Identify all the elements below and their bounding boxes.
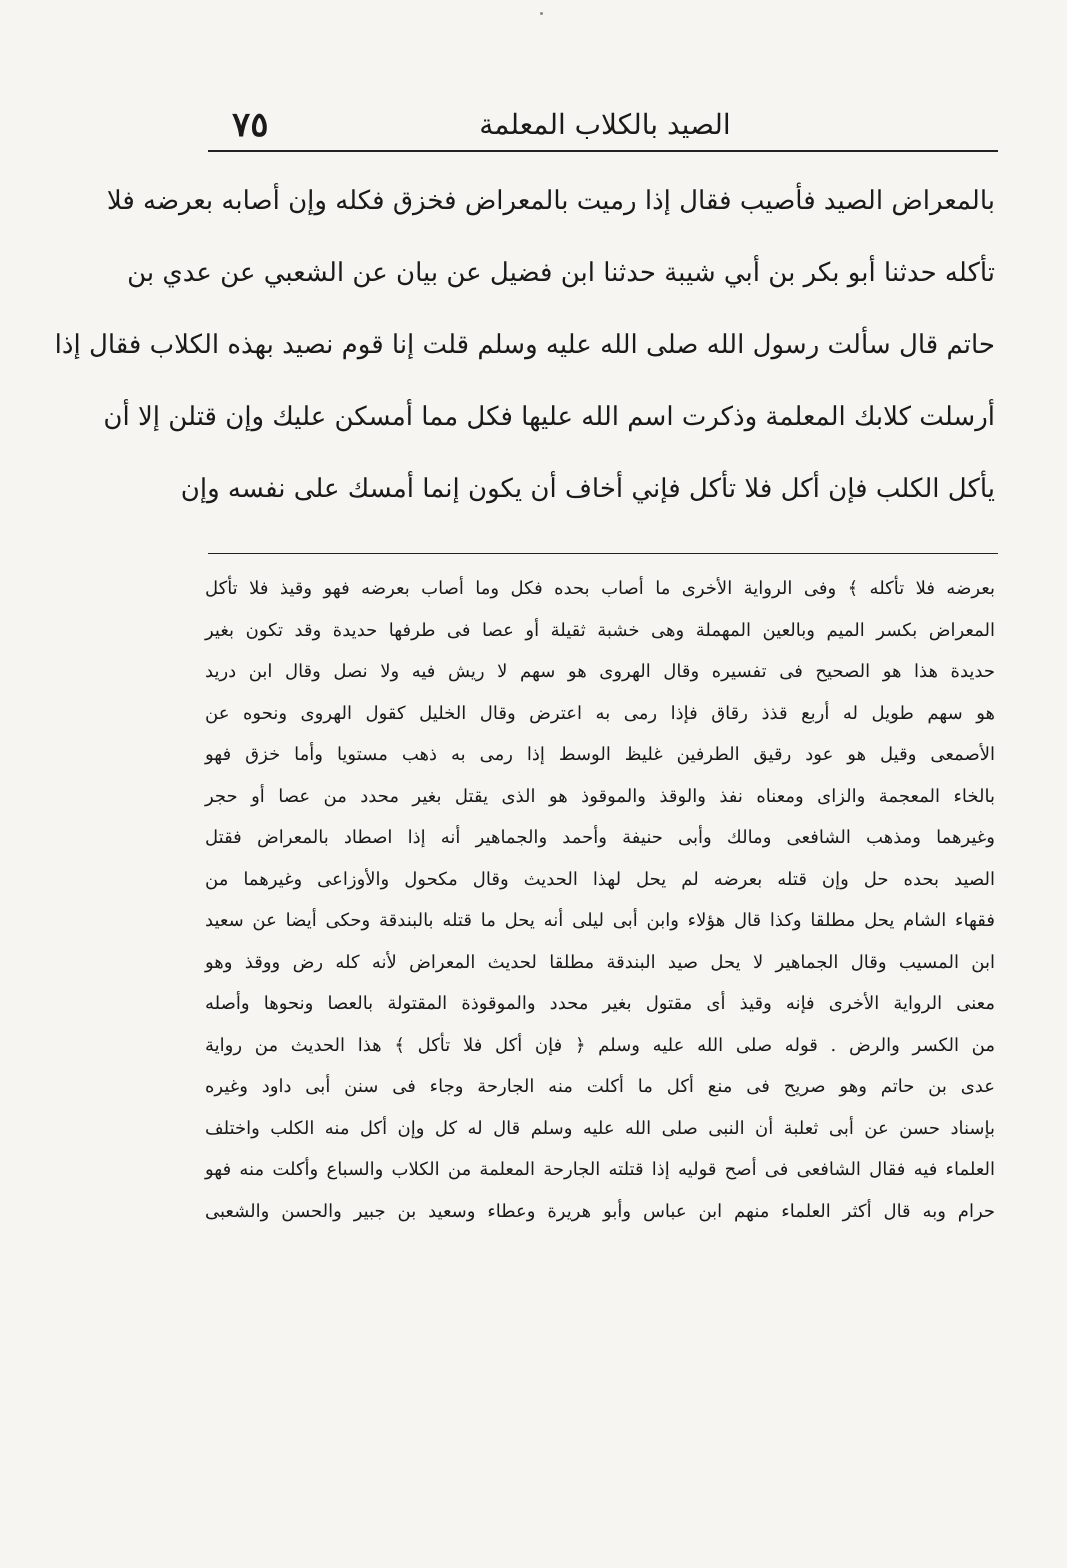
- page-header: [210, 100, 1000, 150]
- commentary-line: ابن المسيب وقال الجماهير لا يحل صيد البندقة مطلقا لحديث المعراض لأنه كله رض ووقذ وهو: [205, 951, 995, 973]
- commentary: [205, 568, 995, 1232]
- margin-mark: [540, 12, 543, 15]
- commentary-line: بإسناد حسن عن أبى ثعلبة أن النبى صلى الله عليه وسلم قال له كل وإن أكل منه الكلب واختلف: [205, 1117, 995, 1139]
- main-text-line: أرسلت كلابك المعلمة وذكرت اسم الله عليها فكل مما أمسكن عليك وإن قتلن إلا أن: [103, 402, 995, 432]
- commentary-line: المعراض بكسر الميم وبالعين المهملة وهى خشبة ثقيلة أو عصا فى طرفها حديدة وقد تكون بغير: [205, 619, 995, 641]
- commentary-line: العلماء فيه فقال الشافعى فى أصح قوليه إذا قتلته الجارحة المعلمة من الكلاب والسباع وأكلت منه فهو: [205, 1159, 995, 1180]
- page-number: ٧٥: [232, 105, 269, 145]
- main-text-line: حاتم قال سألت رسول الله صلى الله عليه وسلم قلت إنا قوم نصيد بهذه الكلاب فقال إذا: [54, 330, 995, 360]
- main-text-line: يأكل الكلب فإن أكل فلا تأكل فإني أخاف أن يكون إنما أمسك على نفسه وإن: [180, 474, 995, 504]
- main-text: [54, 165, 995, 525]
- commentary-line: الصيد بحده حل وإن قتله بعرضه لم يحل لهذا الحديث وقال مكحول والأوزاعى وغيرهما من: [205, 868, 995, 890]
- running-title: الصيد بالكلاب المعلمة: [479, 108, 731, 141]
- commentary-line: من الكسر والرض . قوله صلى الله عليه وسلم ﴿ فإن أكل فلا تأكل ﴾ هذا الحديث من رواية: [205, 1034, 995, 1056]
- main-text-line: بالمعراض الصيد فأصيب فقال إذا رميت بالمعراض فخزق فكله وإن أصابه بعرضه فلا: [106, 186, 995, 216]
- commentary-line: الأصمعى وقيل هو عود رقيق الطرفين غليظ الوسط إذا رمى به ذهب مستويا وأما خزق فهو: [205, 744, 995, 765]
- main-text-line: تأكله حدثنا أبو بكر بن أبي شيبة حدثنا ابن فضيل عن بيان عن الشعبي عن عدي بن: [127, 258, 995, 288]
- footnote-rule: [208, 553, 998, 554]
- commentary-line: وغيرهما ومذهب الشافعى ومالك وأبى حنيفة وأحمد والجماهير أنه إذا اصطاد بالمعراض فقتل: [205, 827, 995, 848]
- commentary-line: فقهاء الشام يحل مطلقا وكذا قال هؤلاء وابن أبى ليلى أنه يحل ما قتله بالبندقة وحكى أيضا عن سعيد: [205, 910, 995, 931]
- commentary-line: عدى بن حاتم وهو صريح فى منع أكل ما أكلت منه الجارحة وجاء فى سنن أبى داود وغيره: [205, 1076, 995, 1097]
- commentary-line: هو سهم طويل له أربع قذذ رقاق فإذا رمى به اعترض وقال الخليل كقول الهروى ونحوه عن: [205, 702, 995, 724]
- header-rule: [208, 150, 998, 152]
- commentary-line: بالخاء المعجمة والزاى ومعناه نفذ والوقذ والموقوذ هو الذى يقتل بغير محدد من عصا أو حجر: [205, 785, 995, 807]
- commentary-line: حديدة هذا هو الصحيح فى تفسيره وقال الهروى هو سهم لا ريش فيه ولا نصل وقال ابن دريد: [205, 661, 995, 682]
- commentary-line: معنى الرواية الأخرى فإنه وقيذ أى مقتول بغير محدد والموقوذة المقتولة بالعصا ونحوها وأصله: [205, 993, 995, 1014]
- commentary-line: حرام وبه قال أكثر العلماء منهم ابن عباس وأبو هريرة وعطاء وسعيد بن جبير والحسن والشعبى: [205, 1200, 995, 1222]
- commentary-line: بعرضه فلا تأكله ﴾ وفى الرواية الأخرى ما أصاب بحده فكل وما أصاب بعرضه فهو وقيذ فلا تأكل: [205, 578, 995, 599]
